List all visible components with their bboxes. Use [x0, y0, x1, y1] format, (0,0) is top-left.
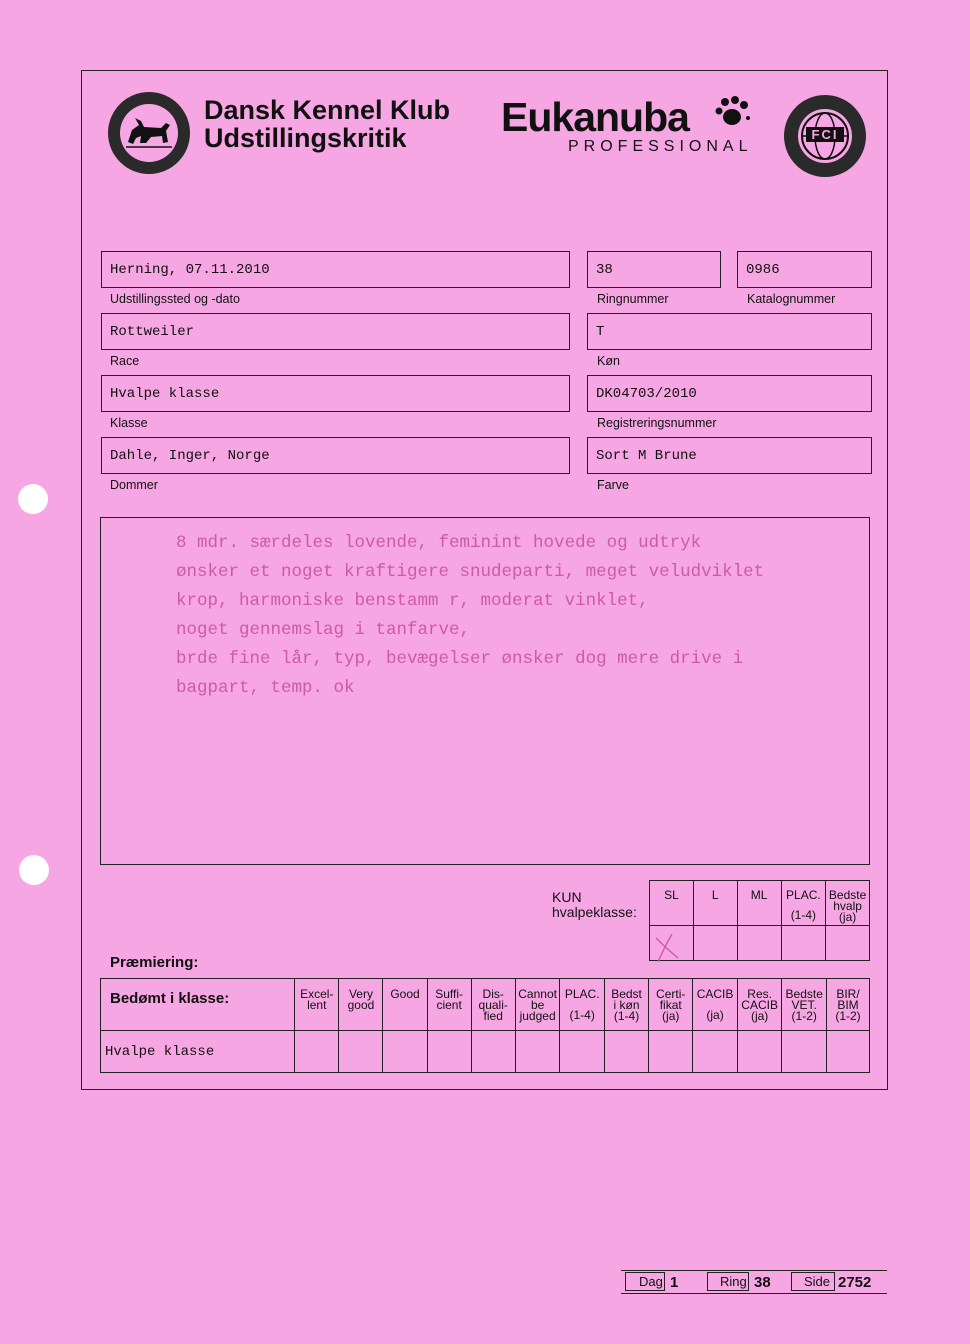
catalog-number-label: Katalognummer [747, 292, 836, 306]
awards-heading: Præmiering: [110, 954, 199, 971]
class-field[interactable]: Hvalpe klasse [101, 375, 570, 412]
puppy-col-plac: PLAC. (1-4) [781, 881, 826, 926]
puppy-cell-ml[interactable] [737, 926, 781, 961]
paw-icon [714, 96, 754, 135]
registration-label: Registreringsnummer [597, 416, 717, 430]
critique-line-1: 8 mdr. særdeles lovende, feminint hovede og udtryk [176, 533, 702, 553]
breed-label: Race [110, 354, 140, 368]
day-value: 1 [670, 1274, 679, 1291]
puppy-cell-l[interactable] [693, 926, 737, 961]
page-label: Side [791, 1272, 835, 1291]
award-col-certificate: Certi- fikat (ja) [649, 979, 693, 1031]
judge-field[interactable]: Dahle, Inger, Norge [101, 437, 570, 474]
ring-number-field[interactable]: 38 [587, 251, 721, 288]
critique-line-6: bagpart, temp. ok [176, 678, 355, 698]
award-col-best-veteran: Bedste VET. (1-2) [782, 979, 827, 1031]
award-cell-plac[interactable] [560, 1031, 604, 1073]
award-cell-cacib[interactable] [693, 1031, 738, 1073]
puppy-col-best-puppy: Bedste hvalp (ja) [826, 881, 870, 926]
breed-field[interactable]: Rottweiler [101, 313, 570, 350]
award-cell-sufficient[interactable] [427, 1031, 471, 1073]
award-cell-res-cacib[interactable] [737, 1031, 782, 1073]
award-cell-cannot-be-judged[interactable] [515, 1031, 560, 1073]
day-label: Dag [625, 1272, 665, 1291]
award-cell-good[interactable] [383, 1031, 427, 1073]
place-date-field[interactable]: Herning, 07.11.2010 [101, 251, 570, 288]
puppy-only-label-line2: hvalpeklasse: [552, 904, 637, 920]
award-cell-excellent[interactable] [295, 1031, 339, 1073]
punch-hole-top [18, 484, 48, 514]
eukanuba-logo-text: Eukanuba [501, 94, 689, 140]
cross-mark-icon [652, 930, 684, 964]
award-cell-disqualified[interactable] [471, 1031, 515, 1073]
award-col-plac: PLAC. (1-4) [560, 979, 604, 1031]
puppy-col-sl: SL [650, 881, 694, 926]
awards-row-label: Bedømt i klasse: [101, 979, 295, 1031]
puppy-col-ml: ML [737, 881, 781, 926]
puppy-only-label [552, 890, 637, 920]
fci-abbr: FCI [811, 127, 839, 142]
award-col-disqualified: Dis- quali- fied [471, 979, 515, 1031]
award-col-bir-bim: BIR/ BIM (1-2) [827, 979, 870, 1031]
awards-class-value: Hvalpe klasse [101, 1031, 295, 1073]
color-label: Farve [597, 478, 629, 492]
award-cell-bir-bim[interactable] [827, 1031, 870, 1073]
puppy-cell-plac[interactable] [781, 926, 826, 961]
ring-value: 38 [754, 1274, 771, 1291]
sex-field[interactable]: T [587, 313, 872, 350]
ring-label: Ring [707, 1272, 749, 1291]
eukanuba-subtitle: PROFESSIONAL [568, 138, 753, 155]
award-cell-certificate[interactable] [649, 1031, 693, 1073]
fci-seal-logo [782, 93, 868, 179]
class-label: Klasse [110, 416, 148, 430]
judge-label: Dommer [110, 478, 158, 492]
puppy-col-l: L [693, 881, 737, 926]
critique-line-4: noget gennemslag i tanfarve, [176, 620, 471, 640]
form-title-line2: Udstillingskritik [204, 123, 407, 153]
puppy-cell-best-puppy[interactable] [826, 926, 870, 961]
form-title-line1: Dansk Kennel Klub [204, 95, 451, 125]
sex-label: Køn [597, 354, 620, 368]
award-col-good: Good [383, 979, 427, 1031]
critique-line-3: krop, harmoniske benstamm r, moderat vinklet, [176, 591, 649, 611]
award-cell-best-veteran[interactable] [782, 1031, 827, 1073]
dkk-seal-logo [106, 90, 192, 176]
award-cell-best-in-sex[interactable] [604, 1031, 648, 1073]
color-field[interactable]: Sort M Brune [587, 437, 872, 474]
award-col-best-in-sex: Bedst i køn (1-4) [604, 979, 648, 1031]
puppy-only-label-line1: KUN [552, 889, 582, 905]
critique-line-2: ønsker et noget kraftigere snudeparti, meget veludviklet [176, 562, 765, 582]
puppy-grid [649, 880, 870, 961]
punch-hole-bottom [19, 855, 49, 885]
ring-number-label: Ringnummer [597, 292, 669, 306]
award-col-cacib: CACIB (ja) [693, 979, 738, 1031]
award-cell-very-good[interactable] [339, 1031, 383, 1073]
puppy-cell-sl[interactable] [650, 926, 694, 961]
award-col-res-cacib: Res. CACIB (ja) [737, 979, 782, 1031]
awards-grid [100, 978, 870, 1073]
award-col-cannot-be-judged: Cannot be judged [515, 979, 560, 1031]
award-col-sufficient: Suffi- cient [427, 979, 471, 1031]
critique-line-5: brde fine lår, typ, bevægelser ønsker dog mere drive i [176, 649, 744, 669]
registration-field[interactable]: DK04703/2010 [587, 375, 872, 412]
page-value: 2752 [838, 1274, 872, 1291]
award-col-excellent: Excel- lent [295, 979, 339, 1031]
award-col-very-good: Very good [339, 979, 383, 1031]
place-date-label: Udstillingssted og -dato [110, 292, 240, 306]
catalog-number-field[interactable]: 0986 [737, 251, 872, 288]
